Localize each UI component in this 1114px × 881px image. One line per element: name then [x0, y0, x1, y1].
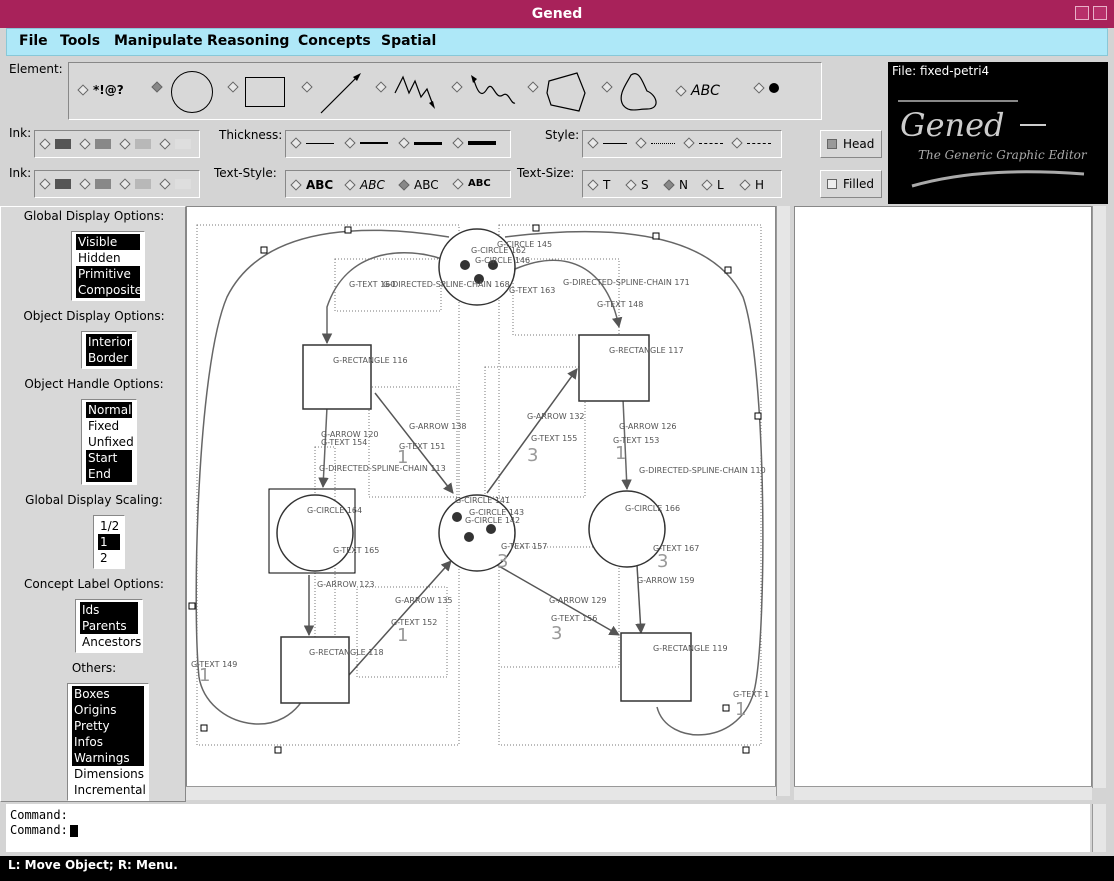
file-label: File: fixed-petri4: [892, 64, 990, 78]
sidebar: [0, 206, 186, 802]
info-horizontal-scrollbar[interactable]: [794, 786, 1092, 800]
diagram-label: G-ARROW 138: [409, 422, 467, 431]
diagram-label: G-ARROW 123: [317, 580, 375, 589]
diagram-label: G-ARROW 120: [321, 430, 379, 439]
text-style-option: ABC: [468, 178, 491, 189]
ink-option[interactable]: [81, 179, 111, 189]
menu-bar: [6, 28, 1108, 56]
text-style-bold[interactable]: [292, 178, 333, 192]
object-display-options-label: Object Display Options:: [23, 309, 165, 323]
thin-line-icon: [306, 143, 334, 144]
token-count: 3: [527, 445, 539, 466]
option-start[interactable]: Start: [86, 450, 132, 466]
option-half[interactable]: 1/2: [100, 519, 120, 533]
text-size-palette: [582, 170, 782, 198]
command-pane[interactable]: [6, 804, 1090, 852]
diagram-label: G-DIRECTED-SPLINE-CHAIN 110: [639, 466, 766, 475]
global-display-options-label: Global Display Options:: [23, 209, 165, 223]
global-display-list: [71, 231, 145, 301]
ink-palette-2: [34, 170, 200, 198]
option-normal[interactable]: Normal: [88, 403, 132, 417]
drawing-canvas[interactable]: [186, 206, 776, 796]
radio-diamond-icon: [227, 81, 238, 92]
thickness-option-4[interactable]: [454, 139, 496, 147]
element-arrow[interactable]: [303, 83, 311, 91]
text-size-option: S: [641, 178, 649, 192]
diagram-label: G-DIRECTED-SPLINE-CHAIN 168: [383, 280, 510, 289]
canvas-horizontal-scrollbar[interactable]: [186, 786, 776, 800]
diagram-label: G-ARROW 129: [549, 596, 607, 605]
element-rectangle[interactable]: [229, 83, 237, 91]
diagram-label: G-RECTANGLE 116: [333, 356, 408, 365]
window-title-bar[interactable]: [0, 0, 1114, 28]
ink-palette-1: [34, 130, 200, 158]
diagram-label: G-RECTANGLE 119: [653, 644, 728, 653]
diagram-label: G-CIRCLE 145: [497, 240, 553, 249]
checkbox-icon: [827, 139, 837, 149]
petri-net-diagram[interactable]: [187, 207, 775, 787]
diagram-label: G-CIRCLE 142: [465, 516, 521, 525]
others-list: [67, 683, 149, 801]
token-count: 1: [397, 447, 409, 468]
diagram-label: G-TEXT 152: [391, 618, 438, 627]
text-style-option: ABC: [306, 178, 334, 192]
filled-label: Filled: [843, 177, 875, 191]
closed-spline-tool-icon[interactable]: [617, 69, 663, 115]
ink-option[interactable]: [161, 179, 191, 189]
logo-title: Gened: [900, 106, 1005, 144]
radio-diamond-icon: [290, 179, 301, 190]
thickness-option-3[interactable]: [400, 139, 442, 147]
diagram-label: G-RECTANGLE 118: [309, 648, 384, 657]
logo-swoosh-icon: [908, 164, 1088, 194]
menu-spatial[interactable]: Spatial: [381, 33, 437, 49]
thickness-label: Thickness:: [219, 128, 283, 142]
token-count: 1: [615, 443, 627, 464]
menu-reasoning[interactable]: Reasoning: [207, 33, 290, 49]
style-label: Style:: [545, 128, 580, 142]
option-ids[interactable]: Ids: [80, 602, 138, 618]
solid-line-icon: [603, 143, 627, 144]
text-size-tiny[interactable]: [589, 178, 610, 192]
option-dimensions[interactable]: Dimensions: [74, 767, 145, 781]
element-palette: [68, 62, 822, 120]
diagram-label: G-TEXT 154: [321, 438, 368, 447]
text-style-italic[interactable]: [346, 178, 385, 192]
element-polygon[interactable]: [529, 83, 537, 91]
token-count: 3: [497, 551, 509, 572]
radio-diamond-icon: [739, 179, 750, 190]
others-label: Others:: [71, 661, 117, 675]
style-solid[interactable]: [589, 139, 627, 147]
option-one[interactable]: 1: [98, 534, 120, 550]
radio-diamond-icon: [601, 81, 612, 92]
ink-swatch: [55, 179, 71, 189]
element-closed-spline[interactable]: [603, 83, 611, 91]
radio-diamond-icon: [701, 179, 712, 190]
option-pretty[interactable]: Pretty: [72, 718, 144, 734]
ink-option[interactable]: [161, 139, 191, 149]
global-display-scaling-label: Global Display Scaling:: [25, 493, 163, 507]
diagram-label: G-ARROW 132: [527, 412, 585, 421]
diagram-label: G-TEXT 149: [191, 660, 238, 669]
option-parents[interactable]: Parents: [80, 618, 138, 634]
ink-label-1: Ink:: [9, 126, 32, 140]
diagram-label: G-TEXT 157: [501, 542, 548, 551]
radio-diamond-icon: [79, 138, 90, 149]
radio-diamond-icon: [344, 137, 355, 148]
concept-label-options-label: Concept Label Options:: [24, 577, 164, 591]
maximize-button[interactable]: [1093, 6, 1107, 20]
object-handle-list: [81, 399, 137, 485]
diagram-label: G-CIRCLE 162: [471, 246, 527, 255]
diagram-label: G-CIRCLE 164: [307, 506, 363, 515]
option-interior[interactable]: Interior: [88, 335, 132, 349]
radio-diamond-icon: [587, 179, 598, 190]
radio-diamond-icon: [398, 137, 409, 148]
text-size-small[interactable]: [627, 178, 649, 192]
ink-option[interactable]: [121, 179, 151, 189]
menu-tools[interactable]: Tools: [60, 33, 101, 49]
token-count: 3: [657, 551, 669, 572]
ink-swatch: [135, 139, 151, 149]
element-abc-text[interactable]: [677, 83, 720, 99]
arrow-tool-icon[interactable]: [319, 69, 365, 115]
text-style-small-bold[interactable]: [454, 178, 491, 189]
command-scrollbar[interactable]: [1092, 804, 1106, 852]
token-count: 1: [397, 625, 409, 646]
diagram-label: G-DIRECTED-SPLINE-CHAIN 113: [319, 464, 446, 473]
radio-diamond-icon: [675, 85, 686, 96]
ink-option[interactable]: [81, 139, 111, 149]
text-style-option: ABC: [414, 178, 439, 192]
text-style-palette: [285, 170, 511, 198]
option-unfixed[interactable]: Unfixed: [88, 435, 134, 449]
option-visible[interactable]: Visible: [76, 234, 140, 250]
status-bar: [0, 856, 1114, 881]
thick-line-icon: [414, 142, 442, 145]
ink-swatch: [95, 179, 111, 189]
style-long-dash[interactable]: [733, 139, 771, 147]
long-dash-line-icon: [747, 143, 771, 144]
diagram-label: G-CIRCLE 143: [469, 508, 525, 517]
text-size-option: H: [755, 178, 765, 192]
info-pane[interactable]: [794, 206, 1092, 788]
option-two[interactable]: 2: [100, 551, 108, 565]
menu-concepts[interactable]: Concepts: [298, 33, 371, 49]
logo-dash: [1020, 124, 1046, 126]
style-palette: [582, 130, 782, 158]
diagram-label: G-ARROW 126: [619, 422, 677, 431]
radio-diamond-icon: [151, 81, 162, 92]
rectangle-tool-icon[interactable]: [245, 77, 285, 107]
diagram-label: G-TEXT 1: [733, 690, 770, 699]
spline-tool-icon[interactable]: [467, 71, 517, 111]
ink-swatch: [135, 179, 151, 189]
diagram-label: G-DIRECTED-SPLINE-CHAIN 171: [563, 278, 690, 287]
element-text[interactable]: [79, 83, 124, 97]
element-label: Element:: [9, 62, 63, 76]
radio-diamond-icon: [753, 82, 764, 93]
option-infos[interactable]: Infos: [72, 734, 144, 750]
option-warnings[interactable]: Warnings: [72, 750, 144, 766]
diagram-label: G-TEXT 165: [333, 546, 380, 555]
radio-diamond-icon: [683, 137, 694, 148]
radio-diamond-icon: [344, 179, 355, 190]
element-spline[interactable]: [453, 83, 461, 91]
option-fixed[interactable]: Fixed: [88, 419, 120, 433]
text-size-label: Text-Size:: [517, 166, 575, 180]
info-vertical-scrollbar[interactable]: [1092, 206, 1106, 788]
point-tool-icon: [769, 83, 779, 93]
option-primitive[interactable]: Primitive: [76, 266, 140, 282]
token-count: 1: [199, 665, 211, 686]
radio-diamond-icon: [635, 137, 646, 148]
filled-toggle[interactable]: [820, 170, 882, 198]
radio-diamond-icon: [119, 138, 130, 149]
diagram-label: G-TEXT 151: [399, 442, 446, 451]
checkbox-icon: [827, 179, 837, 189]
radio-diamond-icon: [731, 137, 742, 148]
radio-diamond-icon: [290, 137, 301, 148]
radio-diamond-icon: [159, 138, 170, 149]
circle-tool-icon[interactable]: [171, 71, 213, 113]
text-size-huge[interactable]: [741, 178, 764, 192]
option-origins[interactable]: Origins: [72, 702, 144, 718]
diagram-label: G-ARROW 135: [395, 596, 453, 605]
logo-panel: [888, 62, 1108, 204]
radio-diamond-icon: [625, 179, 636, 190]
object-display-list: [81, 331, 137, 369]
dashed-line-icon: [699, 143, 723, 144]
text-size-option: T: [603, 178, 611, 192]
text-size-option: N: [679, 178, 688, 192]
diagram-label: G-TEXT 160: [349, 280, 396, 289]
menu-manipulate[interactable]: Manipulate: [114, 33, 203, 49]
radio-diamond-icon: [587, 137, 598, 148]
text-size-option: L: [717, 178, 724, 192]
option-incremental[interactable]: Incremental: [74, 783, 146, 797]
radio-diamond-icon: [451, 81, 462, 92]
diagram-label: G-TEXT 155: [531, 434, 578, 443]
chain-tool-icon[interactable]: [393, 71, 439, 111]
status-text: L: Move Object; R: Menu.: [8, 858, 178, 872]
heavy-line-icon: [468, 141, 496, 145]
text-style-option: ABC: [360, 178, 385, 192]
option-boxes[interactable]: Boxes: [72, 686, 144, 702]
ink-swatch: [175, 139, 191, 149]
ink-option[interactable]: [41, 179, 71, 189]
command-prompt: Command:: [10, 823, 68, 837]
diagram-label: G-ARROW 159: [637, 576, 695, 585]
logo-subtitle: The Generic Graphic Editor: [918, 148, 1087, 162]
text-size-large[interactable]: [703, 178, 724, 192]
text-style-label: Text-Style:: [214, 166, 277, 180]
dotted-line-icon: [651, 143, 675, 144]
element-point[interactable]: [755, 83, 779, 93]
radio-diamond-icon: [452, 178, 463, 189]
thickness-option-1[interactable]: [292, 139, 334, 147]
diagram-label: G-TEXT 156: [551, 614, 598, 623]
polygon-tool-icon[interactable]: [543, 69, 591, 115]
diagram-label: G-RECTANGLE 117: [609, 346, 684, 355]
style-dotted[interactable]: [637, 139, 675, 147]
option-composite[interactable]: Composite: [78, 283, 143, 297]
object-handle-options-label: Object Handle Options:: [24, 377, 164, 391]
text-style-normal[interactable]: [400, 178, 439, 192]
radio-diamond-icon: [39, 178, 50, 189]
abc-sample: ABC: [691, 83, 720, 99]
radio-diamond-icon: [527, 81, 538, 92]
diagram-label: G-TEXT 163: [509, 286, 556, 295]
diagram-label: G-TEXT 153: [613, 436, 660, 445]
medium-line-icon: [360, 142, 388, 144]
cursor-icon: [70, 825, 78, 837]
ink-option[interactable]: [121, 139, 151, 149]
radio-diamond-icon: [301, 81, 312, 92]
radio-diamond-icon: [79, 178, 90, 189]
token-count: 3: [551, 623, 563, 644]
radio-diamond-icon: [39, 138, 50, 149]
diagram-label: G-TEXT 148: [597, 300, 644, 309]
ink-swatch: [55, 139, 71, 149]
logo-rule: [898, 100, 1018, 102]
element-circle[interactable]: [153, 83, 161, 91]
head-label: Head: [843, 137, 875, 151]
menu-file[interactable]: File: [19, 33, 48, 49]
radio-diamond-icon: [159, 178, 170, 189]
global-scaling-list: [93, 515, 125, 569]
diagram-label: G-CIRCLE 166: [625, 504, 681, 513]
style-dashed[interactable]: [685, 139, 723, 147]
radio-diamond-icon: [452, 137, 463, 148]
text-sample: *!@?: [93, 83, 124, 97]
option-ancestors[interactable]: Ancestors: [82, 635, 142, 649]
diagram-label: G-CIRCLE 146: [475, 256, 531, 265]
option-hidden[interactable]: Hidden: [78, 251, 121, 265]
radio-diamond-icon: [663, 179, 674, 190]
radio-diamond-icon: [77, 84, 88, 95]
ink-swatch: [175, 179, 191, 189]
ink-label-2: Ink:: [9, 166, 32, 180]
radio-diamond-icon: [398, 179, 409, 190]
concept-label-list: [75, 599, 143, 653]
canvas-vertical-scrollbar[interactable]: [776, 206, 790, 796]
radio-diamond-icon: [375, 81, 386, 92]
minimize-button[interactable]: [1075, 6, 1089, 20]
token-count: 1: [735, 699, 747, 720]
thickness-option-2[interactable]: [346, 139, 388, 147]
element-chain[interactable]: [377, 83, 385, 91]
diagram-label: G-CIRCLE 141: [455, 496, 511, 505]
head-toggle[interactable]: [820, 130, 882, 158]
window-title: Gened: [531, 6, 583, 22]
option-end[interactable]: End: [86, 466, 132, 482]
thickness-palette: [285, 130, 511, 158]
radio-diamond-icon: [119, 178, 130, 189]
command-line: Command:: [10, 808, 68, 822]
text-size-normal[interactable]: [665, 178, 688, 192]
ink-swatch: [95, 139, 111, 149]
option-border[interactable]: Border: [86, 350, 132, 366]
ink-option[interactable]: [41, 139, 71, 149]
diagram-label: G-TEXT 167: [653, 544, 700, 553]
